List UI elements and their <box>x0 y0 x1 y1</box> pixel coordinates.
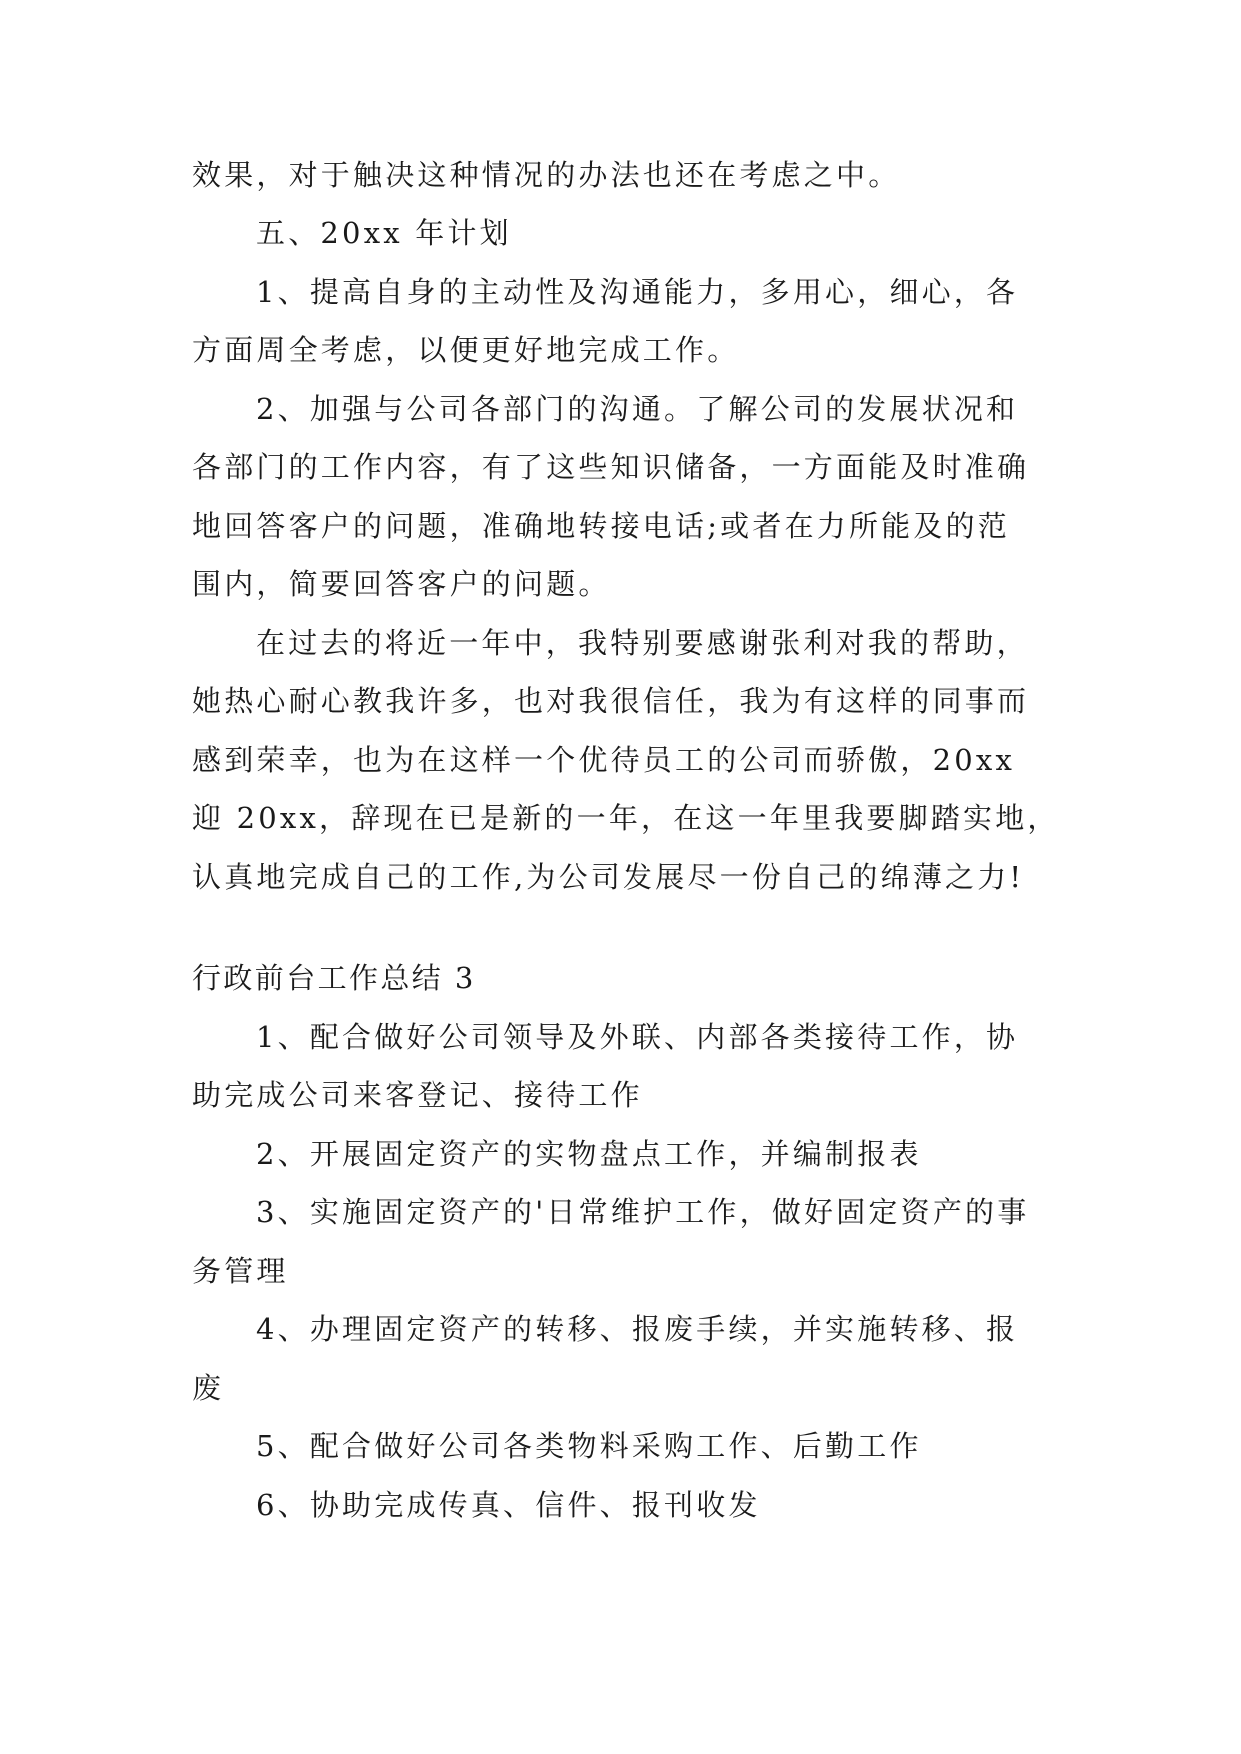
list-item-line: 3、实施固定资产的'日常维护工作，做好固定资产的事 <box>256 1195 1030 1229</box>
paragraph-line: 效果，对于触决这种情况的办法也还在考虑之中。 <box>192 158 901 192</box>
paragraph-line: 废 <box>192 1371 225 1405</box>
paragraph-line: 务管理 <box>192 1254 289 1288</box>
list-item-line: 2、加强与公司各部门的沟通。了解公司的发展状况和 <box>256 392 1019 426</box>
paragraph-line: 助完成公司来客登记、接待工作 <box>192 1078 643 1112</box>
list-item-line: 4、办理固定资产的转移、报废手续，并实施转移、报 <box>256 1312 1019 1346</box>
list-item-line: 2、开展固定资产的实物盘点工作，并编制报表 <box>256 1137 922 1171</box>
paragraph-line: 认真地完成自己的工作,为公司发展尽一份自己的绵薄之力! <box>192 860 1025 894</box>
paragraph-line: 在过去的将近一年中，我特别要感谢张利对我的帮助， <box>256 626 1029 660</box>
paragraph-line: 方面周全考虑，以便更好地完成工作。 <box>192 333 740 367</box>
list-item-line: 6、协助完成传真、信件、报刊收发 <box>256 1488 761 1522</box>
paragraph-line: 围内，简要回答客户的问题。 <box>192 567 611 601</box>
paragraph-line: 地回答客户的问题，准确地转接电话;或者在力所能及的范 <box>192 509 1010 543</box>
list-item-line: 1、配合做好公司领导及外联、内部各类接待工作，协 <box>256 1020 1019 1054</box>
list-item-line: 1、提高自身的主动性及沟通能力，多用心，细心，各 <box>256 275 1019 309</box>
list-item-line: 5、配合做好公司各类物料采购工作、后勤工作 <box>256 1429 922 1463</box>
paragraph-line: 各部门的工作内容，有了这些知识储备，一方面能及时准确 <box>192 450 1030 484</box>
paragraph-line: 迎 20xx，辞现在已是新的一年，在这一年里我要脚踏实地， <box>192 801 1060 835</box>
paragraph-line: 她热心耐心教我许多，也对我很信任，我为有这样的同事而 <box>192 684 1030 718</box>
paragraph-line: 感到荣幸，也为在这样一个优待员工的公司而骄傲，20xx <box>192 743 1016 777</box>
section-heading-plan: 五、20xx 年计划 <box>256 216 512 250</box>
section-title: 行政前台工作总结 3 <box>192 961 476 995</box>
